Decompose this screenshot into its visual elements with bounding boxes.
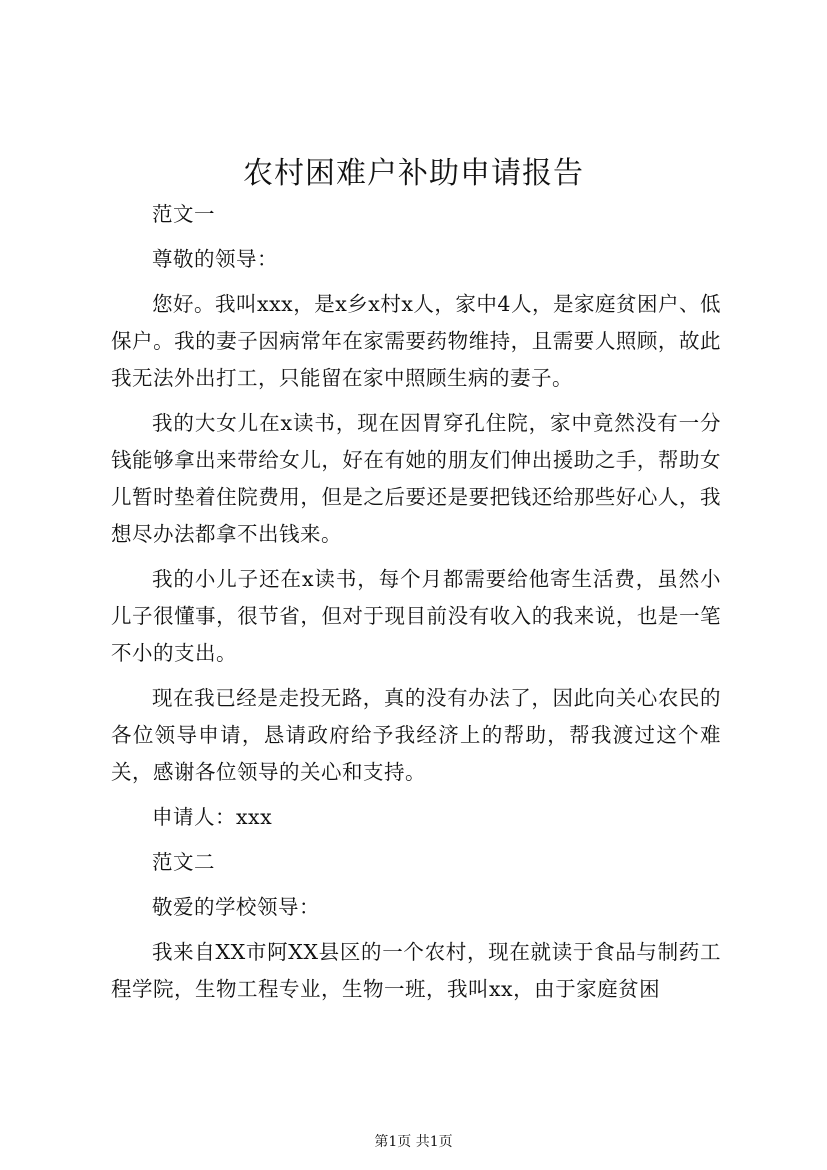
document-body <box>111 196 721 1016</box>
paragraph-son: 我的小儿子还在x读书，每个月都需要给他寄生活费，虽然小儿子很懂事，很节省，但对于现目前没有收入的我来说，也是一笔不小的支出。 <box>111 567 721 665</box>
paragraph-sample-two-heading: 范文二 <box>152 850 215 874</box>
paragraph-sample-one-heading: 范文一 <box>152 202 215 226</box>
paragraph-family-situation: 您好。我叫xxx，是x乡x村x人，家中4人，是家庭贫困户、低保户。我的妻子因病常年在家需要药物维持，且需要人照顾，故此我无法外出打工，只能留在家中照顾生病的妻子。 <box>111 292 721 390</box>
paragraph-salutation-one: 尊敬的领导： <box>152 247 278 271</box>
document-title: 农村困难户补助申请报告 <box>243 156 584 191</box>
paragraph-applicant: 申请人：xxx <box>152 805 273 829</box>
paragraph-student-intro: 我来自XX市阿XX县区的一个农村，现在就读于食品与制药工程学院，生物工程专业，生物一班，我叫xx，由于家庭贫困 <box>111 940 721 1001</box>
paragraph-salutation-two: 敬爱的学校领导： <box>152 895 320 919</box>
paragraph-request: 现在我已经是走投无路，真的没有办法了，因此向关心农民的各位领导申请，恳请政府给予我经济上的帮助，帮我渡过这个难关，感谢各位领导的关心和支持。 <box>111 686 721 784</box>
paragraph-daughter: 我的大女儿在x读书，现在因胃穿孔住院，家中竟然没有一分钱能够拿出来带给女儿，好在有她的朋友们伸出援助之手，帮助女儿暂时垫着住院费用，但是之后要还是要把钱还给那些好心人，我想尽办法都拿不出钱来。 <box>111 411 721 546</box>
page-footer: 第1页 共1页 <box>374 1134 453 1150</box>
